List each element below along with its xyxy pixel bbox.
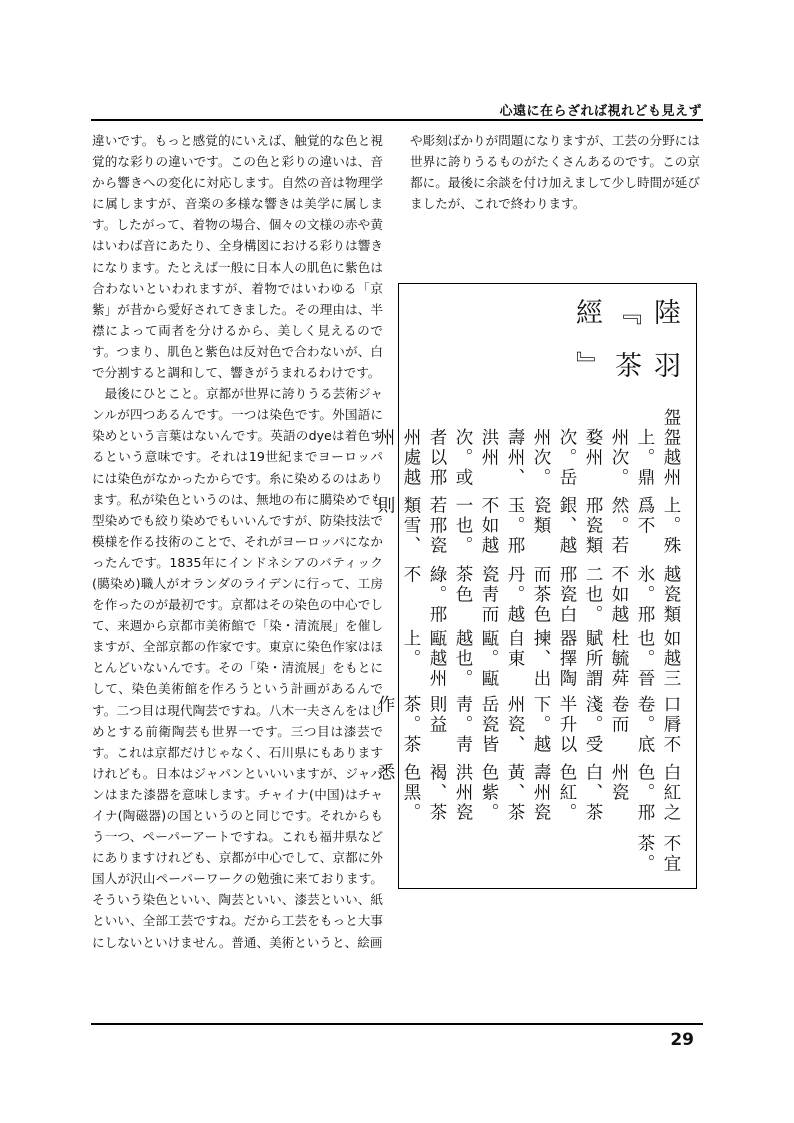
- body-paragraph-2: 最後にひとこと。京都が世界に誇りうる芸術ジャンルが四つあるんです。一つは染色です。外国語に染めという言葉はないんです。英語のdyeは着色するという意味です。それは19世紀までヨーロッパには染色がなかったからです。糸に染めるのはあります。私が染色というのは、無地の布に臈染めでも型染めでも絞り染めでもいいんですが、防染技法で模様を作る技術のことで、それがヨーロッパになかったんです。1835年にインドネシアのバティック(臈染め)職人がオランダのライデンに行って、工房を作ったのが最初です。京都はその染色の中心でして、来週から京都市美術館で「染・清流展」を催しますが、全部京都の作家です。東京に染色作家はほとんどいないんです。その「染・清流展」をもとにして、染色美術館を作ろうという計画があるんです。二つ目は現代陶芸ですね。八木一夫さんをはじめとする前衛陶芸も世界一です。三つ目は漆芸です。これは京都だけじゃなく、石川県にもありますけれども。日本はジャパンといいいますが、ジャパンはまた漆器を意味します。チャイナ(中国)はチャイナ(陶磁器)の国というのと同じです。それからもう一つ、ペーパーアートですね。これも福井県などにありますけれども、京都が中心でして、京都に外国人が沢山ペーパーワークの勉強に来ております。そういう染色といい、陶芸といい、漆芸といい、紙といい、全部工芸ですね。だから工芸をもっと大事にしないといけません。普通、美術というと、絵画: [92, 386, 383, 950]
- quote-line-3: 上。殊爲不然。若邢瓷類銀、越瓷類玉。邢不如越一也。若邢瓷類雪、則: [375, 496, 681, 557]
- quote-vertical-text: [368, 296, 684, 874]
- header-rule: [91, 119, 703, 121]
- quote-line-5: 如越三也。晉杜毓荈賦所謂器擇陶揀、出自東甌。甌越也。甌越州上。: [401, 628, 681, 690]
- body-paragraph-3: や彫刻ばかりが問題になりますが、工芸の分野には世界に誇りうるものがたくさんあるのです。この京都に。最後に余談を付け加えまして少し時間が延びましたが、これで終わります。: [410, 133, 700, 212]
- page-number: 29: [670, 1030, 694, 1050]
- running-head: 心遠に在らざれば視れども見えず: [499, 104, 702, 119]
- body-paragraph-1: 違いです。もっと感覚的にいえば、触覚的な色と視覚的な彩りの違いです。この色と彩りの違いは、音から響きへの変化に対応します。自然の音は物理学に属しますが、音楽の多様な響きは美学に属します。したがって、着物の場合、個々の文様の赤や黄はいわば音にあたり、全身構図における彩りは響きになります。たとえば一般に日本人の肌色に紫色は合わないといわれますが、着物ではいわゆる「京紫」が昔から愛好されてきました。その理由は、半襟によって両者を分けるから、美しく見えるのです。つまり、肌色と紫色は反対色で合わないが、白で分割すると調和して、響きがうまれるわけです。: [92, 133, 383, 381]
- quote-line-1: 盌: [661, 408, 681, 429]
- quote-title: 陸羽『茶經』: [571, 298, 680, 404]
- quote-line-2: 盌越州上。鼎州次。婺州次。岳州次。壽州、洪州次。或者以邢州處越州: [375, 428, 681, 489]
- quote-line-7: 白紅之色。邢州瓷白、茶色紅。壽州瓷黃、茶色紫。洪州瓷褐、茶色黑。悉: [375, 763, 681, 824]
- quote-line-8: 不宜茶。: [635, 833, 681, 875]
- quote-line-6: 口脣不卷。底卷而淺。受半升以下。越州瓷、岳瓷皆靑。靑則益茶。茶作: [375, 695, 681, 756]
- left-column: [92, 130, 383, 953]
- classical-quote-box: [375, 283, 697, 889]
- right-column: [410, 130, 700, 214]
- footer-rule: [91, 1023, 703, 1025]
- quote-line-4: 越瓷類氷。邢不如越二也。邢瓷白而茶色丹。越瓷靑而茶色綠。邢不: [401, 564, 681, 626]
